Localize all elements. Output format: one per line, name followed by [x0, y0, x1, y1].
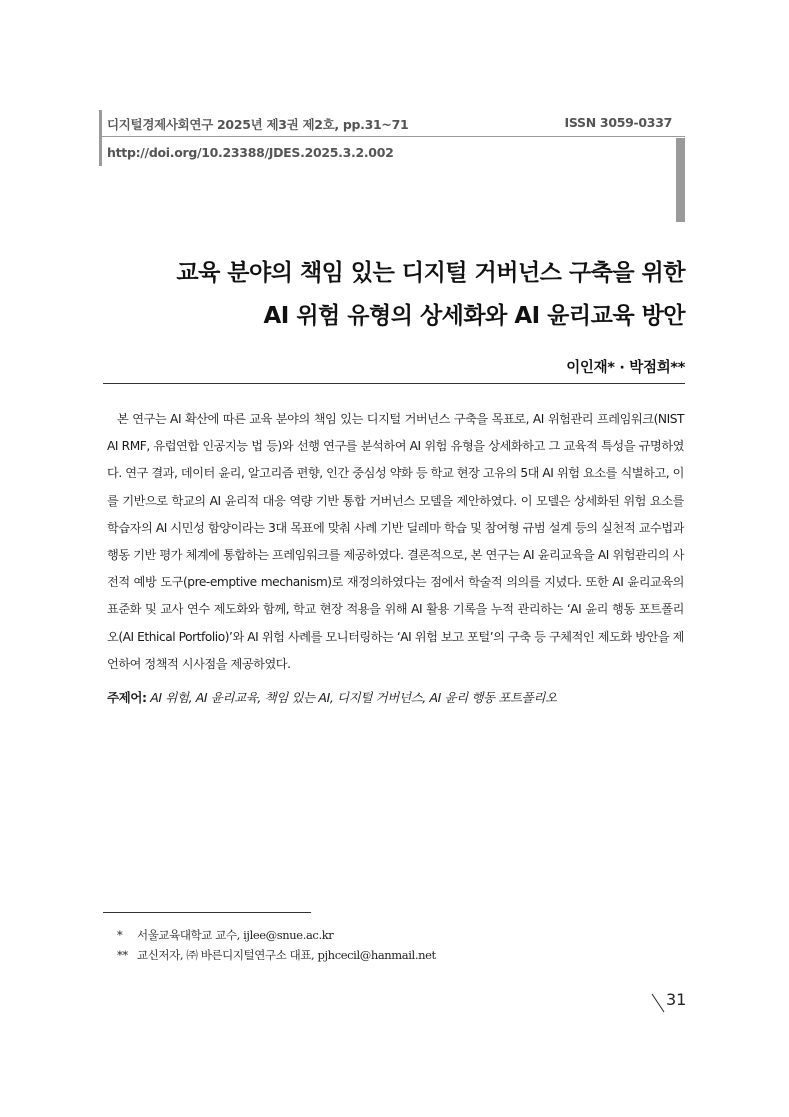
title-line-1: 교육 분야의 책임 있는 디지털 거버넌스 구축을 위한	[176, 260, 685, 286]
journal-citation: 디지털경제사회연구 2025년 제3권 제2호, pp.31~71	[107, 117, 409, 132]
footnote-text: 서울교육대학교 교수, ijlee@snue.ac.kr	[137, 928, 334, 942]
page-slash-icon	[651, 993, 665, 1013]
footnote-mark: *	[117, 928, 123, 942]
abstract	[107, 406, 684, 678]
author-names: 이인재* · 박점희**	[566, 360, 685, 376]
paper-title	[176, 252, 685, 338]
journal-header	[107, 115, 672, 133]
header-right-bar	[676, 138, 685, 222]
header-rule	[99, 136, 685, 137]
footnote-rule	[103, 912, 311, 913]
abstract-text: 본 연구는 AI 확산에 따른 교육 분야의 책임 있는 디지털 거버넌스 구축을 목표로, AI 위험관리 프레임워크(NIST AI RMF, 유럽연합 인공지능 법 등)와 선행 연구를 분석하여 AI 위험 유형을 상세화하고 그 교육적 특성을 규명하였다. 연구 결과, 데이터 윤리, 알고리즘 편향, 인간 중심성 약화 등 학교 현장 고유의 5대 AI 위험 요소를 식별하고, 이를 기반으로 학교의 AI 윤리적 대응 역량 기반 통합 거버넌스 모델을 제안하였다. 이 모델은 상세화된 위험 요소를 학습자의 AI 시민성 함양이라는 3대 목표에 맞춰 사례 기반 딜레마 학습 및 참여형 규범 설계 등의 실천적 교수법과 행동 기반 평가 체계에 통합하는 프레임워크를 제공하였다. 결론적으로, 본 연구는 AI 윤리교육을 AI 위험관리의 사전적 예방 도구(pre-emptive mechanism)로 재정의하였다는 점에서 학술적 의의를 지녔다. 또한 AI 윤리교육의 표준화 및 교사 연수 제도화와 함께, 학교 현장 적용을 위해 AI 활용 기록을 누적 관리하는 ‘AI 윤리 행동 포트폴리오(AI Ethical Portfolio)’와 AI 위험 사례를 모니터링하는 ‘AI 위험 보고 포털’의 구축 등 구체적인 제도화 방안을 제언하여 정책적 시사점을 제공하였다.	[107, 412, 684, 671]
keywords-text: AI 위험, AI 윤리교육, 책임 있는 AI, 디지털 거버넌스, AI 윤리 행동 포트폴리오	[150, 690, 557, 705]
header-left-bar	[99, 110, 102, 166]
footnotes	[117, 925, 436, 965]
footnote-mark: **	[117, 948, 128, 962]
keywords	[107, 688, 557, 706]
keywords-label: 주제어:	[107, 690, 147, 705]
doi-link[interactable]: http://doi.org/10.23388/JDES.2025.3.2.002	[107, 145, 394, 160]
page-number: 31	[666, 990, 687, 1009]
footnote-text: 교신저자, ㈜ 바른디지털연구소 대표, pjhcecil@hanmail.net	[137, 948, 436, 962]
issn-label: ISSN 3059-0337	[564, 115, 672, 130]
footnote-2	[117, 945, 436, 965]
title-line-2: AI 위험 유형의 상세화와 AI 윤리교육 방안	[263, 303, 685, 329]
footnote-1	[117, 925, 436, 945]
author-rule	[103, 383, 685, 384]
